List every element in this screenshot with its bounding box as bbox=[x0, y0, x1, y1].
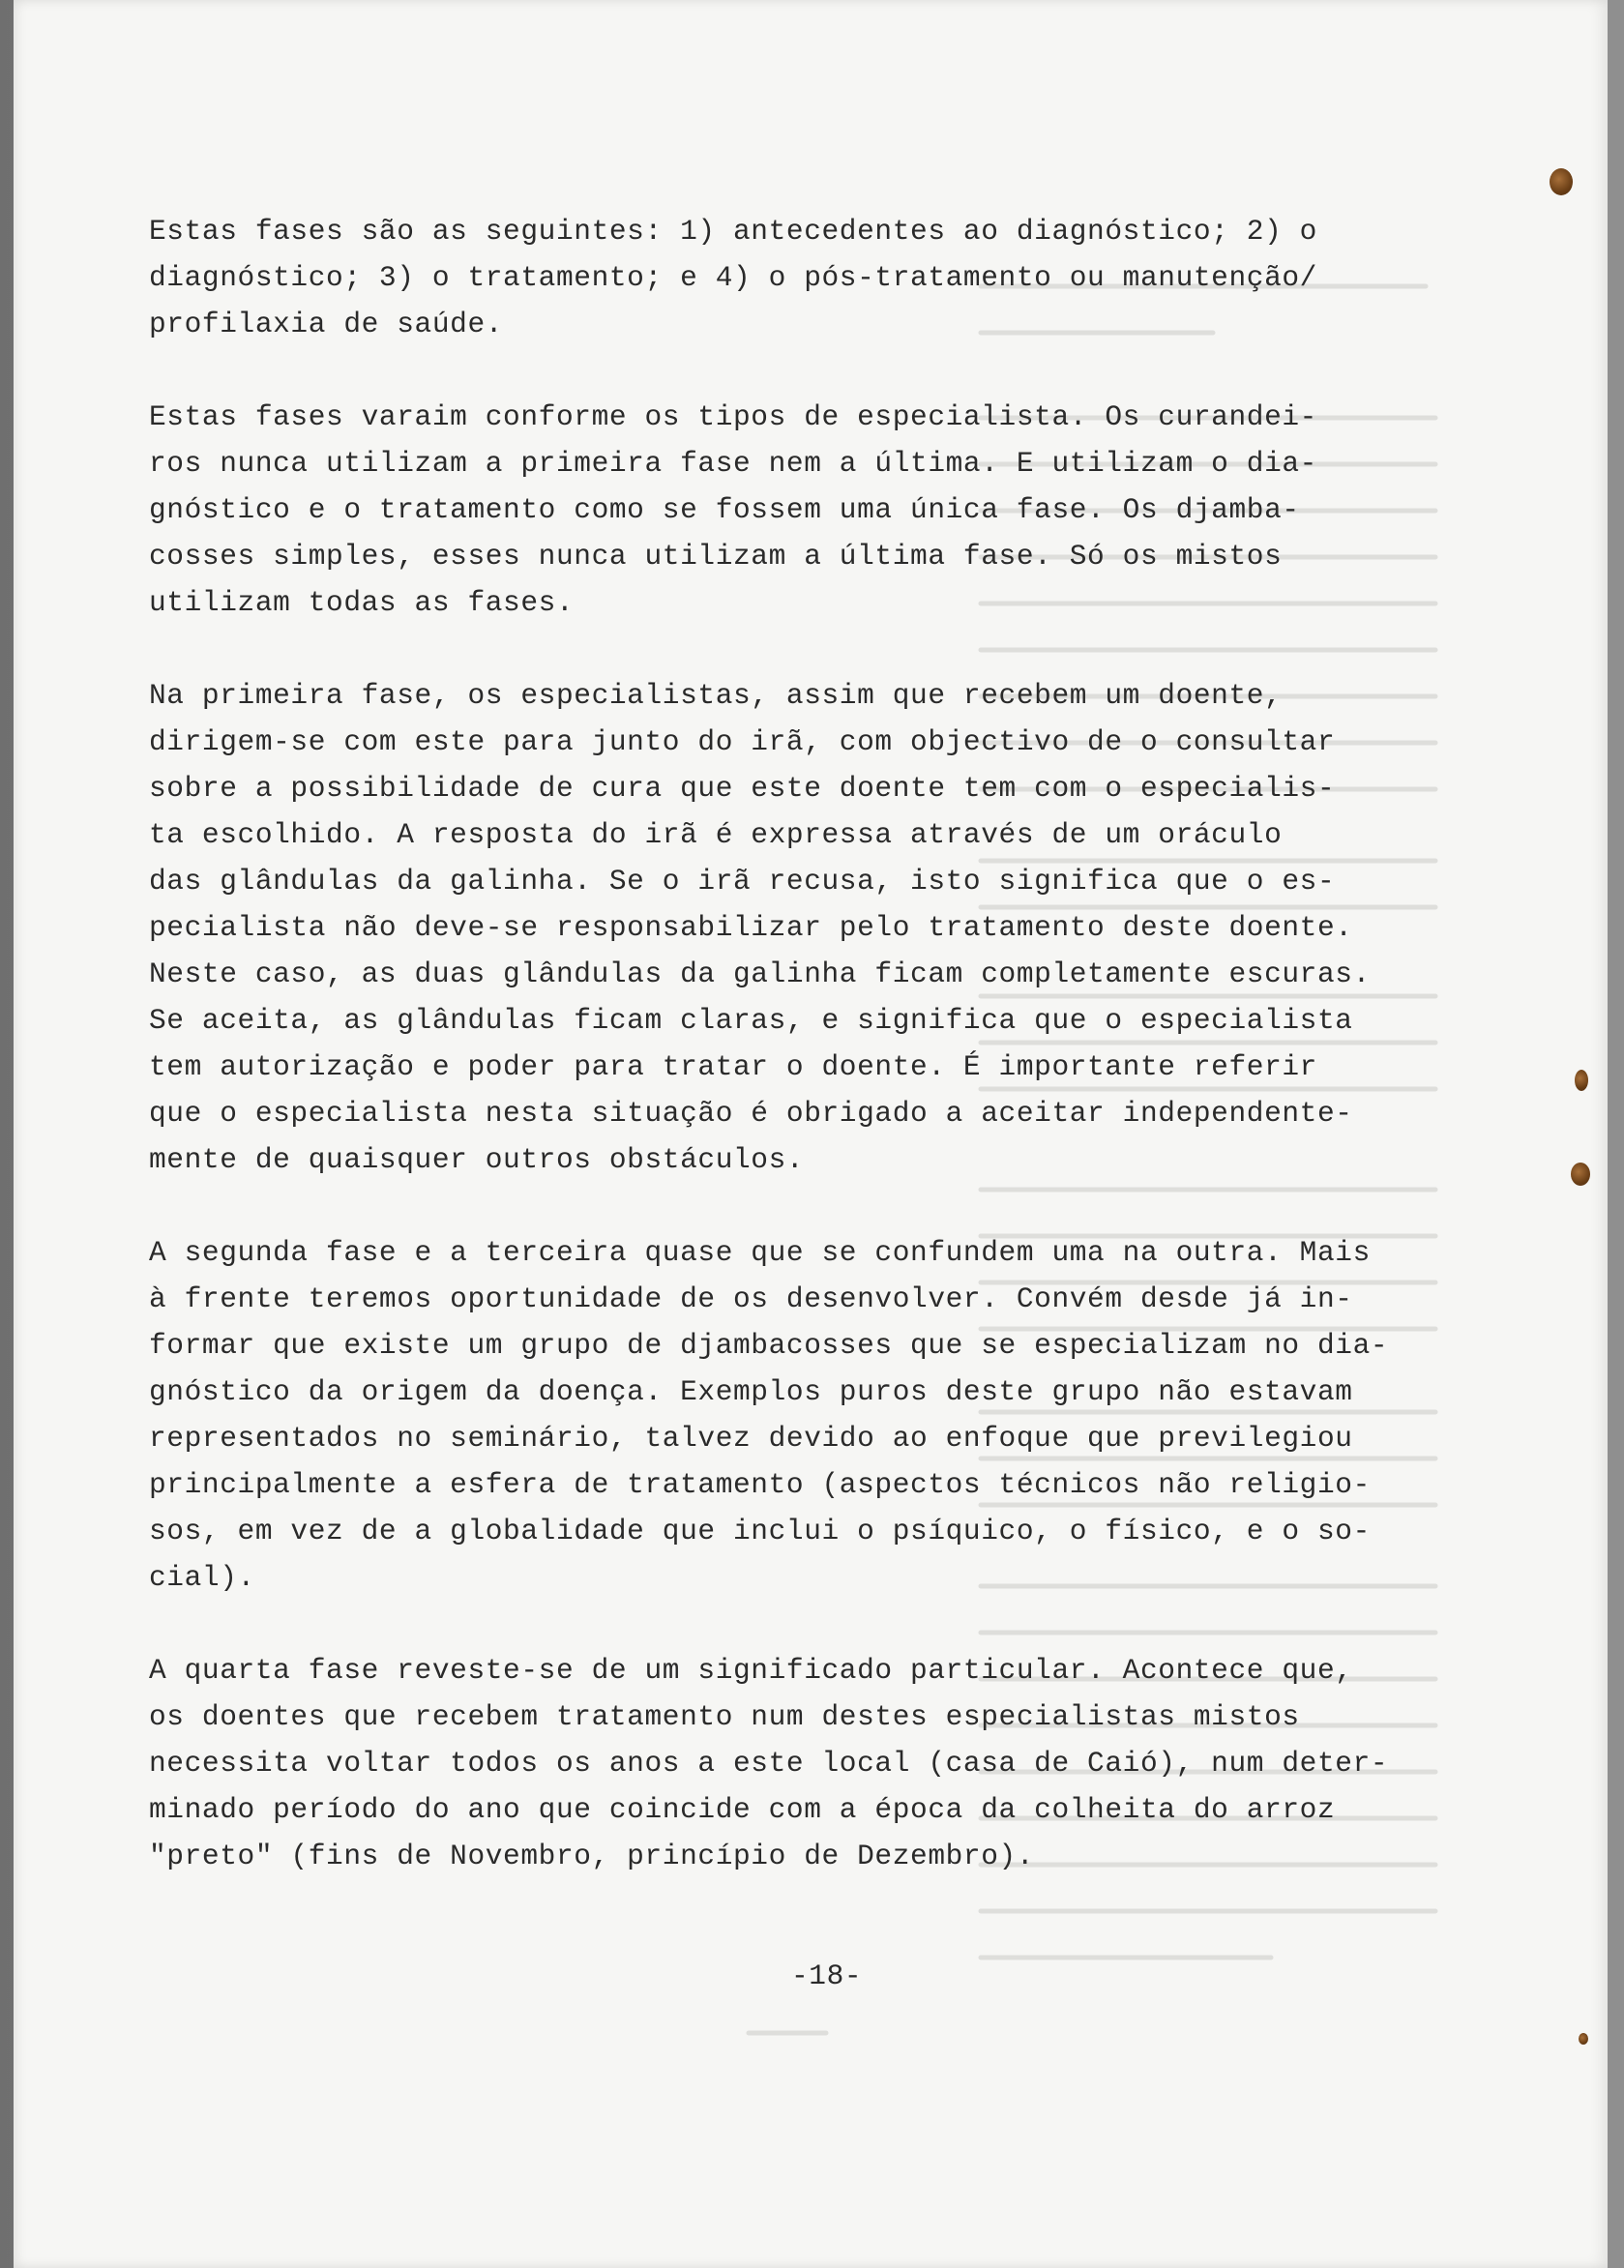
text-line: "preto" (fins de Novembro, princípio de Dezembro). bbox=[149, 1840, 1035, 1872]
document-page bbox=[14, 0, 1608, 2268]
text-line: A quarta fase reveste-se de um significado particular. Acontece que, bbox=[149, 1654, 1353, 1687]
text-line: sobre a possibilidade de cura que este doente tem com o especialis- bbox=[149, 772, 1336, 805]
text-line: tem autorização e poder para tratar o doente. É importante referir bbox=[149, 1050, 1317, 1083]
staple-rust-mark bbox=[1575, 1070, 1588, 1091]
text-line: minado período do ano que coincide com a época da colheita do arroz bbox=[149, 1793, 1336, 1826]
text-line: representados no seminário, talvez devido ao enfoque que previlegiou bbox=[149, 1422, 1353, 1455]
text-line: diagnóstico; 3) o tratamento; e 4) o pós-tratamento ou manutenção/ bbox=[149, 261, 1317, 294]
text-line: que o especialista nesta situação é obrigado a aceitar independente- bbox=[149, 1097, 1353, 1130]
text-line: Na primeira fase, os especialistas, assim que recebem um doente, bbox=[149, 679, 1283, 712]
text-line: dirigem-se com este para junto do irã, com objectivo de o consultar bbox=[149, 725, 1336, 758]
text-line: sos, em vez de a globalidade que inclui o psíquico, o físico, e o so- bbox=[149, 1515, 1371, 1547]
text-line: pecialista não deve-se responsabilizar pelo tratamento deste doente. bbox=[149, 911, 1353, 944]
text-line: A segunda fase e a terceira quase que se confundem uma na outra. Mais bbox=[149, 1236, 1371, 1269]
staple-rust-mark bbox=[1571, 1163, 1590, 1186]
text-line: mente de quaisquer outros obstáculos. bbox=[149, 1143, 805, 1176]
text-line: os doentes que recebem tratamento num destes especialistas mistos bbox=[149, 1700, 1300, 1733]
text-line: ta escolhido. A resposta do irã é expressa através de um oráculo bbox=[149, 818, 1283, 851]
text-line: Neste caso, as duas glândulas da galinha ficam completamente escuras. bbox=[149, 957, 1371, 990]
text-line: Se aceita, as glândulas ficam claras, e significa que o especialista bbox=[149, 1004, 1353, 1037]
body-text bbox=[149, 208, 1513, 1926]
text-line: Estas fases são as seguintes: 1) antecedentes ao diagnóstico; 2) o bbox=[149, 215, 1317, 248]
paragraph-4 bbox=[149, 1229, 1513, 1601]
text-line: gnóstico e o tratamento como se fossem uma única fase. Os djamba- bbox=[149, 493, 1300, 526]
text-line: gnóstico da origem da doença. Exemplos puros deste grupo não estavam bbox=[149, 1375, 1353, 1408]
text-line: formar que existe um grupo de djambacosses que se especializam no dia- bbox=[149, 1329, 1389, 1362]
paragraph-1 bbox=[149, 208, 1513, 347]
staple-rust-mark bbox=[1579, 2033, 1588, 2045]
text-line: cosses simples, esses nunca utilizam a última fase. Só os mistos bbox=[149, 540, 1283, 573]
paragraph-5 bbox=[149, 1647, 1513, 1879]
page-number: -18- bbox=[791, 1959, 863, 1992]
text-line: Estas fases varaim conforme os tipos de especialista. Os curandei- bbox=[149, 400, 1317, 433]
staple-rust-mark bbox=[1550, 168, 1573, 195]
text-line: necessita voltar todos os anos a este local (casa de Caió), num deter- bbox=[149, 1747, 1389, 1780]
text-line: ros nunca utilizam a primeira fase nem a última. E utilizam o dia- bbox=[149, 447, 1317, 480]
text-line: à frente teremos oportunidade de os desenvolver. Convém desde já in- bbox=[149, 1282, 1353, 1315]
text-line: utilizam todas as fases. bbox=[149, 586, 575, 619]
paragraph-3 bbox=[149, 672, 1513, 1183]
text-line: das glândulas da galinha. Se o irã recusa, isto significa que o es- bbox=[149, 865, 1336, 898]
text-line: cial). bbox=[149, 1561, 255, 1594]
text-line: profilaxia de saúde. bbox=[149, 308, 504, 340]
paragraph-2 bbox=[149, 394, 1513, 626]
text-line: principalmente a esfera de tratamento (aspectos técnicos não religio- bbox=[149, 1468, 1371, 1501]
